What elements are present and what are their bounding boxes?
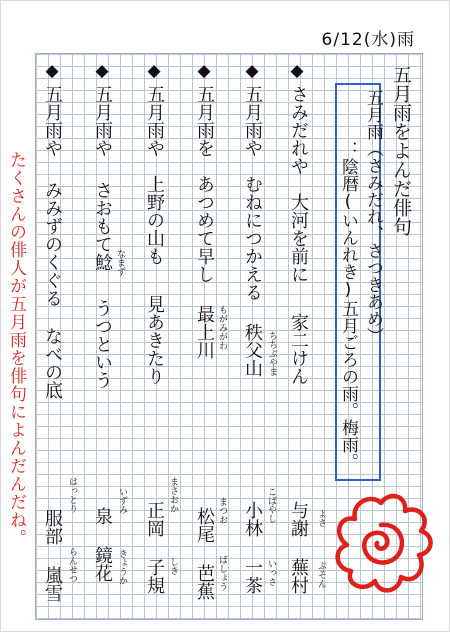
reading-given: いっさ [266,559,276,586]
section-title: 五月雨をよんだ俳句 [390,65,412,236]
haiku-line1: 五月雨や [42,85,63,157]
haiku-marker: ◆ [42,61,62,81]
place-ruby: なまず [115,249,125,276]
poet-name: 松尾 芭蕉 [194,507,215,600]
haiku-line2: 上野の山も [144,175,165,265]
haiku-line1: 五月雨や [92,85,113,157]
haiku-marker: ◆ [144,61,164,81]
haiku-line3: うつという [92,299,113,389]
poet-name: 与謝 蕪村 [288,501,309,594]
haiku-line3: 家二けん [288,313,309,385]
place-ruby: ちちぶやま [267,331,277,376]
haiku-marker: ◆ [287,61,307,81]
haiku-marker: ◆ [194,61,214,81]
reading-surname: よさ [316,509,326,527]
haiku-line2: 大河を前に [288,193,309,283]
reading-given: しき [168,557,178,575]
haiku-line2: あつめて早し [194,175,215,283]
haiku-line2: さおもて鯰 [92,181,113,271]
haiku-line3: 秩父山 [242,323,263,377]
poet-name: 泉 鏡花 [92,507,113,582]
reading-surname: はっとり [67,477,77,513]
reading-surname: まつお [217,497,227,524]
reading-surname: こばやし [266,487,276,523]
reading-surname: まさおか [168,477,178,513]
reading-given: ばしょう [217,555,227,591]
haiku-line1: さみだれや [288,85,309,175]
date-label: 6/12(水)雨 [321,30,415,50]
poet-name: 小林 一茶 [242,501,263,594]
reading-given: きょうか [117,549,127,585]
definition-meaning: ：陰暦(いんれき)五月ごろの雨。梅雨。 [338,141,358,470]
haiku-line3: なべの底 [42,327,63,399]
haiku-line1: 五月雨や [242,85,263,157]
definition-term: 五月雨（さみだれ、さつきあめ） [363,89,383,344]
poet-name: 正岡 子規 [144,501,165,594]
side-note: たくさんの俳人が五月雨を俳句によんだんだね。 [6,151,26,547]
reading-given: らんせつ [67,547,77,583]
haiku-marker: ◆ [92,61,112,81]
haiku-line3: 最上川 [194,305,215,359]
haiku-marker: ◆ [242,61,262,81]
reading-given: ぶそん [316,561,326,588]
poet-name: 服部 嵐雪 [42,509,63,602]
haiku-line1: 五月雨や [144,85,165,157]
place-ruby: もがみがわ [217,305,227,350]
reading-surname: いずみ [117,487,127,514]
hanamaru-flower-icon [327,489,435,597]
haiku-line1: 五月雨を [194,85,215,157]
haiku-line2: むねにつかえる [242,175,263,301]
haiku-line3: 見あきたり [144,295,165,385]
haiku-line2: みみずのくぐる [42,181,63,307]
